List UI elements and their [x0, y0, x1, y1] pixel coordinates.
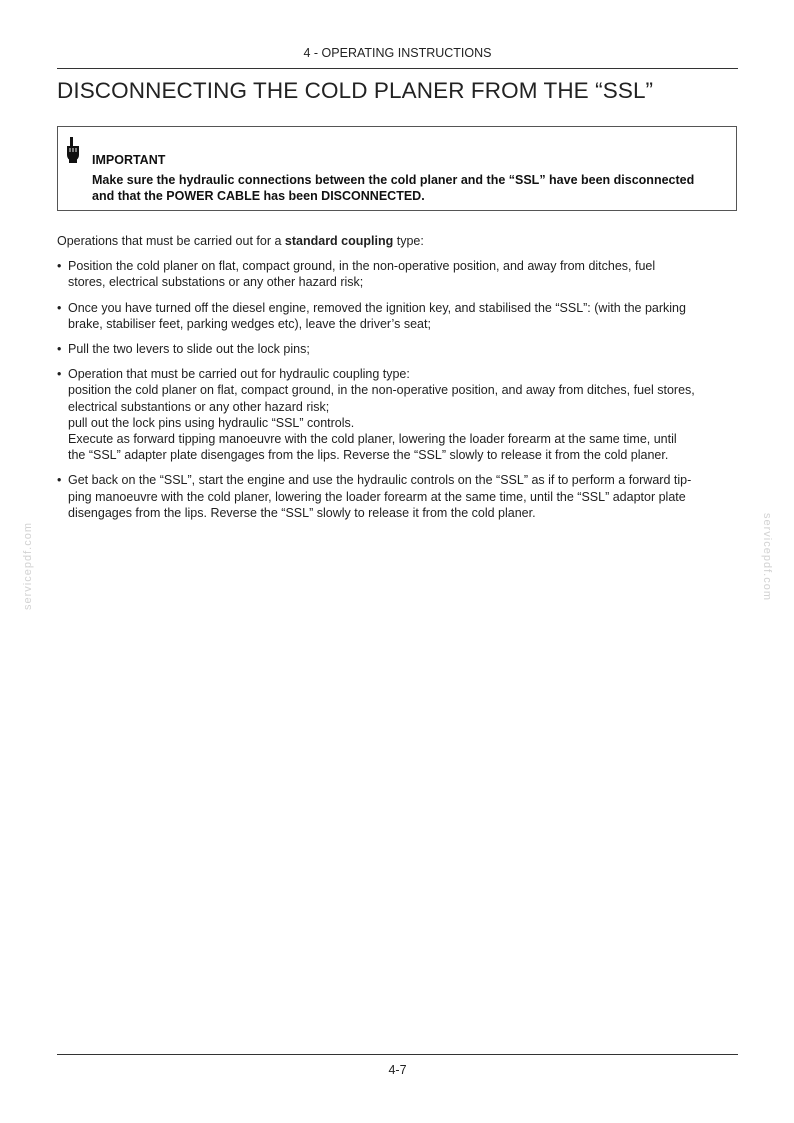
watermark-left: servicepdf.com: [22, 522, 34, 610]
list-item-line: ping manoeuvre with the cold planer, lowering the loader forearm at the same time, until the “SSL” adaptor plate: [68, 489, 686, 504]
list-item-line: electrical substantions or any other hazard risk;: [68, 399, 330, 414]
page-title: DISCONNECTING THE COLD PLANER FROM THE “SSL”: [57, 78, 654, 103]
list-item-line: position the cold planer on flat, compact ground, in the non-operative position, and away from ditches, fuel stores,: [68, 383, 695, 398]
intro-paragraph: [57, 233, 741, 249]
list-item-line: pull out the lock pins using hydraulic “SSL” controls.: [68, 415, 355, 430]
list-item-line: Get back on the “SSL”, start the engine and use the hydraulic controls on the “SSL” as if to perform a forward tip-: [68, 473, 692, 488]
intro-emphasis: standard coupling: [284, 234, 394, 248]
intro-prefix: Operations that must be carried out for a: [57, 234, 285, 248]
list-item-line: brake, stabiliser feet, parking wedges etc), leave the driver’s seat;: [68, 316, 431, 331]
list-item-line: Position the cold planer on flat, compact ground, in the non-operative position, and away from ditches, fuel: [68, 259, 656, 274]
important-text: [92, 172, 737, 204]
page-number: 4-7: [388, 1063, 407, 1077]
watermark-right: servicepdf.com: [761, 513, 773, 601]
intro-suffix: type:: [393, 234, 424, 248]
steps-list: [57, 258, 741, 521]
list-item-line: the “SSL” adapter plate disengages from the lips. Reverse the “SSL” slowly to release it from the cold planer.: [68, 448, 669, 463]
bullet: •: [57, 300, 62, 315]
list-item: [57, 472, 741, 521]
list-item: [57, 366, 741, 463]
list-item-line: Execute as forward tipping manoeuvre with the cold planer, lowering the loader forearm at the same time, until: [68, 432, 677, 447]
section-header: 4 - OPERATING INSTRUCTIONS: [303, 46, 492, 60]
instructions-body: [57, 233, 741, 530]
list-item-line: Once you have turned off the diesel engine, removed the ignition key, and stabilised the “SSL”: (with the parking: [68, 300, 686, 315]
important-notice-box: [57, 126, 737, 211]
bullet: •: [57, 367, 62, 382]
list-item-line: Operation that must be carried out for hydraulic coupling type:: [68, 367, 410, 382]
list-item: [57, 258, 741, 290]
bullet: •: [57, 342, 62, 357]
list-item-line: stores, electrical substations or any other hazard risk;: [68, 275, 364, 290]
important-text-line: and that the POWER CABLE has been DISCONNECTED.: [92, 189, 425, 203]
important-label: IMPORTANT: [92, 153, 166, 167]
pointing-hand-icon: [64, 137, 82, 163]
bullet: •: [57, 473, 62, 488]
list-item: [57, 300, 741, 332]
bullet: •: [57, 259, 62, 274]
footer-rule: [57, 1054, 738, 1055]
list-item: [57, 341, 741, 357]
list-item-line: Pull the two levers to slide out the lock pins;: [68, 342, 310, 357]
important-text-line: Make sure the hydraulic connections between the cold planer and the “SSL” have been disconnected: [92, 173, 695, 187]
header-rule: [57, 68, 738, 69]
list-item-line: disengages from the lips. Reverse the “SSL” slowly to release it from the cold planer.: [68, 505, 536, 520]
